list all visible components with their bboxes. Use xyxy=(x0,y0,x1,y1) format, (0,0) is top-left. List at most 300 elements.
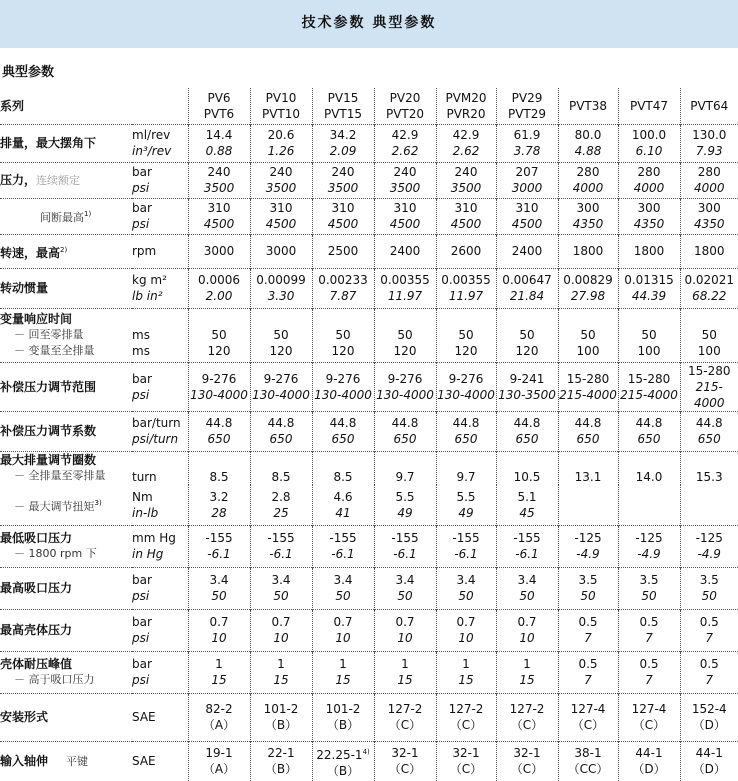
value-metric: -155 xyxy=(375,530,436,546)
value-imperial: 3500 xyxy=(375,180,436,196)
spacer xyxy=(313,311,374,327)
shaft-class: （C） xyxy=(437,761,496,777)
value-cell xyxy=(558,308,618,362)
value-zero: 50 xyxy=(251,327,312,343)
value-cell xyxy=(436,308,496,362)
value-cell xyxy=(188,693,250,741)
value-imperial: 15 xyxy=(375,672,436,688)
value-cell xyxy=(188,362,250,411)
value-imperial: 50 xyxy=(497,588,558,604)
value-imperial: 50 xyxy=(559,588,618,604)
value-metric: 0.00647 xyxy=(497,272,558,288)
value-cell xyxy=(312,451,374,485)
value-cell xyxy=(374,609,436,651)
value-metric: -155 xyxy=(437,530,496,546)
shaft-class: （B） xyxy=(251,761,312,777)
value-full: 120 xyxy=(251,343,312,359)
row-label xyxy=(0,693,132,741)
value-cell xyxy=(436,362,496,411)
value-imperial: 4000 xyxy=(681,180,738,196)
value-cell xyxy=(312,124,374,162)
unit-metric: rpm xyxy=(132,243,188,259)
label-text: 系列 xyxy=(0,99,24,113)
value-cell xyxy=(188,485,250,525)
value-cell xyxy=(188,525,250,567)
value-cell xyxy=(250,741,312,781)
value-metric: 1 xyxy=(313,656,374,672)
value-cell xyxy=(374,651,436,693)
value-metric: -125 xyxy=(559,530,618,546)
value-imperial: 50 xyxy=(189,588,250,604)
label-text: 最低吸口压力 xyxy=(0,530,132,546)
value-cell xyxy=(436,485,496,525)
unit-imperial: in-lb xyxy=(132,505,188,521)
unit-cell xyxy=(132,567,188,609)
shaft-code: 22-1 xyxy=(251,745,312,761)
shaft-code: 38-1 xyxy=(559,745,618,761)
value-imperial: 130-4000 xyxy=(189,387,250,403)
value-imperial: 27.98 xyxy=(559,288,618,304)
shaft-class: （B） xyxy=(313,763,374,779)
value: 10.5 xyxy=(497,469,558,485)
label-sub: － 高于吸口压力 xyxy=(0,672,132,688)
mount-class: （B） xyxy=(251,717,312,733)
value-imperial: 11.97 xyxy=(375,288,436,304)
value-imperial: 650 xyxy=(681,431,738,447)
value-cell xyxy=(188,451,250,485)
value-metric: 44.8 xyxy=(619,415,680,431)
value-imperial: 3500 xyxy=(251,180,312,196)
mount-code: 127-2 xyxy=(497,701,558,717)
value-cell xyxy=(558,651,618,693)
shaft-code: 32-1 xyxy=(375,745,436,761)
value-cell xyxy=(618,693,680,741)
value-imperial: 3.78 xyxy=(497,143,558,159)
unit-cell xyxy=(132,651,188,693)
value-metric: 0.7 xyxy=(251,614,312,630)
value-cell xyxy=(188,567,250,609)
value-imperial: 130-4000 xyxy=(313,387,374,403)
unit-cell xyxy=(132,741,188,781)
table-row xyxy=(0,162,738,198)
value-zero: 50 xyxy=(313,327,374,343)
value-cell xyxy=(496,567,558,609)
footnote-mark: 2) xyxy=(60,246,67,254)
value-metric: 9-276 xyxy=(375,371,436,387)
value-cell xyxy=(680,268,738,308)
unit-cell xyxy=(132,451,188,485)
row-label xyxy=(0,609,132,651)
value-metric: 0.01315 xyxy=(619,272,680,288)
value-cell xyxy=(558,124,618,162)
unit-cell xyxy=(132,693,188,741)
label-text: 安装形式 xyxy=(0,710,48,724)
row-label xyxy=(0,88,132,124)
value-metric: 1 xyxy=(497,656,558,672)
value-imperial: 45 xyxy=(497,505,558,521)
unit-cell xyxy=(132,234,188,268)
value-cell xyxy=(680,567,738,609)
unit-metric: bar xyxy=(132,371,188,387)
label-sub: 连续额定 xyxy=(36,174,80,187)
unit-metric: ms xyxy=(132,327,188,343)
value-metric: 280 xyxy=(681,164,738,180)
value-full: 100 xyxy=(681,343,738,359)
value: 2400 xyxy=(497,243,558,259)
value-cell xyxy=(618,268,680,308)
value-cell xyxy=(680,609,738,651)
value-imperial: 130-4000 xyxy=(375,387,436,403)
value-imperial: 10 xyxy=(437,630,496,646)
unit-metric: bar/turn xyxy=(132,415,188,431)
row-label xyxy=(0,124,132,162)
label-text: 壳体耐压峰值 xyxy=(0,656,132,672)
value-cell xyxy=(188,234,250,268)
value-metric: -125 xyxy=(681,530,738,546)
label-text: 排量，最大摆角下 xyxy=(0,136,96,150)
unit-metric: kg m² xyxy=(132,272,188,288)
model-name: PV10 xyxy=(251,90,312,106)
value-cell xyxy=(496,741,558,781)
unit-imperial: psi xyxy=(132,630,188,646)
value-imperial: 25 xyxy=(251,505,312,521)
value-metric: 300 xyxy=(619,200,680,216)
value-imperial: 215-4000 xyxy=(619,387,680,403)
unit-metric: Nm xyxy=(132,489,188,505)
value-cell xyxy=(188,741,250,781)
row-label xyxy=(0,741,132,781)
value-metric: 300 xyxy=(559,200,618,216)
value-imperial: 650 xyxy=(189,431,250,447)
unit-metric: bar xyxy=(132,572,188,588)
label-text: 变量响应时间 xyxy=(0,311,132,327)
value-cell xyxy=(374,411,436,451)
value-full: 120 xyxy=(375,343,436,359)
unit-imperial: lb in² xyxy=(132,288,188,304)
value-cell xyxy=(374,268,436,308)
value-metric: 1 xyxy=(251,656,312,672)
value-metric: 240 xyxy=(375,164,436,180)
model-name: PV29 xyxy=(497,90,558,106)
table-row xyxy=(0,234,738,268)
table-row xyxy=(0,362,738,411)
value-metric: 42.9 xyxy=(375,127,436,143)
value-cell xyxy=(436,609,496,651)
value-metric: 0.5 xyxy=(681,614,738,630)
value-cell xyxy=(618,411,680,451)
mount-code: 127-4 xyxy=(619,701,680,717)
mount-class: （C） xyxy=(375,717,436,733)
value-metric: -155 xyxy=(251,530,312,546)
label-sub: 平键 xyxy=(66,755,88,768)
value-imperial: 11.97 xyxy=(437,288,496,304)
value: 2600 xyxy=(437,243,496,259)
model-header xyxy=(436,88,496,124)
value-metric: 44.8 xyxy=(189,415,250,431)
value-imperial: 41 xyxy=(313,505,374,521)
value-imperial: 130-4000 xyxy=(437,387,496,403)
value-zero: 50 xyxy=(189,327,250,343)
value: 9.7 xyxy=(437,469,496,485)
value-metric: 42.9 xyxy=(437,127,496,143)
unit-cell xyxy=(132,525,188,567)
value-imperial: -6.1 xyxy=(313,546,374,562)
spacer xyxy=(189,311,250,327)
shaft-code: 44-1 xyxy=(619,745,680,761)
unit-metric: ml/rev xyxy=(132,127,188,143)
value: 1800 xyxy=(619,243,680,259)
value-cell xyxy=(250,268,312,308)
shaft-code: 19-1 xyxy=(189,745,250,761)
value-metric: 0.0006 xyxy=(189,272,250,288)
model-name-alt: PVR20 xyxy=(437,106,496,122)
model-name: PV6 xyxy=(189,90,250,106)
unit-metric: mm Hg xyxy=(132,530,188,546)
value-metric: 5.5 xyxy=(437,489,496,505)
value-metric: 310 xyxy=(375,200,436,216)
value-cell xyxy=(312,741,374,781)
value-cell xyxy=(436,198,496,234)
value: 3000 xyxy=(251,243,312,259)
value-cell xyxy=(188,124,250,162)
value: 14.0 xyxy=(619,469,680,485)
value-cell xyxy=(312,268,374,308)
value-cell xyxy=(374,162,436,198)
value-imperial: -4.9 xyxy=(559,546,618,562)
value: 15.3 xyxy=(681,469,738,485)
value-imperial: -6.1 xyxy=(251,546,312,562)
value-metric: 0.5 xyxy=(681,656,738,672)
value-cell xyxy=(558,485,618,525)
value-imperial: 28 xyxy=(189,505,250,521)
value: 8.5 xyxy=(313,469,374,485)
value-cell xyxy=(618,451,680,485)
shaft-code: 44-1 xyxy=(681,745,738,761)
unit-cell xyxy=(132,198,188,234)
model-name: PVT47 xyxy=(619,98,680,114)
value-cell xyxy=(188,308,250,362)
model-name: PV20 xyxy=(375,90,436,106)
model-name-alt: PVT15 xyxy=(313,106,374,122)
value-zero: 50 xyxy=(681,327,738,343)
value-imperial: -6.1 xyxy=(375,546,436,562)
value-cell xyxy=(374,234,436,268)
mount-code: 152-4 xyxy=(681,701,738,717)
value-cell xyxy=(436,567,496,609)
unit-imperial: psi xyxy=(132,216,188,232)
value-imperial: 7 xyxy=(681,672,738,688)
value-metric: 3.4 xyxy=(375,572,436,588)
label-text: 转动惯量 xyxy=(0,281,48,295)
value-metric: 240 xyxy=(189,164,250,180)
value-cell xyxy=(374,525,436,567)
value-cell xyxy=(250,308,312,362)
value-metric: 100.0 xyxy=(619,127,680,143)
mount-class: （C） xyxy=(559,717,618,733)
value-metric: 310 xyxy=(497,200,558,216)
row-label xyxy=(0,234,132,268)
label-text: 补偿压力调节范围 xyxy=(0,380,96,394)
value-imperial: 4500 xyxy=(497,216,558,232)
value-imperial: 650 xyxy=(497,431,558,447)
value-imperial: 2.62 xyxy=(437,143,496,159)
label-text: 最大排量调节圈数 xyxy=(0,452,132,468)
row-label xyxy=(0,451,132,485)
value-cell xyxy=(618,525,680,567)
value-cell xyxy=(436,451,496,485)
table-row xyxy=(0,451,738,485)
value-cell xyxy=(250,567,312,609)
value-imperial: 50 xyxy=(619,588,680,604)
value: 13.1 xyxy=(559,469,618,485)
mount-class: （B） xyxy=(313,717,374,733)
value-cell xyxy=(496,362,558,411)
value-imperial: 7 xyxy=(559,672,618,688)
value-full: 120 xyxy=(313,343,374,359)
label-sub: － 最大调节扭矩 xyxy=(0,500,95,513)
value-cell xyxy=(312,411,374,451)
value-metric: 0.5 xyxy=(559,656,618,672)
value-imperial: 10 xyxy=(189,630,250,646)
value-cell xyxy=(188,162,250,198)
value-metric: 4.6 xyxy=(313,489,374,505)
value-imperial: 15 xyxy=(437,672,496,688)
value-cell xyxy=(312,362,374,411)
mount-code: 127-2 xyxy=(437,701,496,717)
value-cell xyxy=(496,162,558,198)
value-metric: 240 xyxy=(313,164,374,180)
value-cell xyxy=(436,693,496,741)
value-imperial: 21.84 xyxy=(497,288,558,304)
value-imperial: -4.9 xyxy=(619,546,680,562)
value-metric: 44.8 xyxy=(313,415,374,431)
value-zero: 50 xyxy=(375,327,436,343)
value-metric: 44.8 xyxy=(497,415,558,431)
value-cell xyxy=(436,411,496,451)
value-cell xyxy=(250,234,312,268)
value-imperial: 50 xyxy=(375,588,436,604)
value-zero: 50 xyxy=(559,327,618,343)
value-cell xyxy=(618,308,680,362)
value-imperial: 650 xyxy=(437,431,496,447)
value-imperial: 10 xyxy=(313,630,374,646)
value-imperial: 4500 xyxy=(251,216,312,232)
value-cell xyxy=(250,693,312,741)
value-imperial: 3500 xyxy=(437,180,496,196)
value-imperial: 7 xyxy=(619,630,680,646)
unit-cell xyxy=(132,88,188,124)
row-label xyxy=(0,362,132,411)
value-metric: 310 xyxy=(313,200,374,216)
value-imperial: 10 xyxy=(497,630,558,646)
value-cell xyxy=(374,124,436,162)
mount-code: 101-2 xyxy=(251,701,312,717)
label-sub: 间断最高 xyxy=(0,211,84,224)
label-text: 输入轴伸 xyxy=(0,754,48,768)
unit-metric: turn xyxy=(132,469,188,485)
unit-cell xyxy=(132,362,188,411)
value-metric: 0.00355 xyxy=(437,272,496,288)
value: 1800 xyxy=(681,243,738,259)
value-imperial: 4500 xyxy=(313,216,374,232)
value-metric: 61.9 xyxy=(497,127,558,143)
value-imperial: 68.22 xyxy=(681,288,738,304)
value-cell xyxy=(312,162,374,198)
shaft-class: （D） xyxy=(681,761,738,777)
model-header xyxy=(250,88,312,124)
table-row xyxy=(0,609,738,651)
value-zero: 50 xyxy=(437,327,496,343)
spec-table xyxy=(0,88,738,781)
value-cell xyxy=(496,234,558,268)
value-imperial: 10 xyxy=(251,630,312,646)
value-cell xyxy=(496,451,558,485)
value-imperial: 3500 xyxy=(189,180,250,196)
value-cell xyxy=(680,485,738,525)
mount-code: 82-2 xyxy=(189,701,250,717)
value-metric: 34.2 xyxy=(313,127,374,143)
unit-imperial: in Hg xyxy=(132,546,188,562)
value-imperial: 15 xyxy=(189,672,250,688)
value-metric: -155 xyxy=(189,530,250,546)
value-imperial: 650 xyxy=(559,431,618,447)
shaft-class: （C） xyxy=(375,761,436,777)
value-metric: 44.8 xyxy=(437,415,496,431)
value-imperial: 4000 xyxy=(619,180,680,196)
model-name-alt: PVT20 xyxy=(375,106,436,122)
value-imperial: -6.1 xyxy=(497,546,558,562)
unit-metric xyxy=(132,311,188,327)
model-name-alt: PVT10 xyxy=(251,106,312,122)
value-imperial: 4350 xyxy=(681,216,738,232)
value-cell xyxy=(436,741,496,781)
value-cell xyxy=(250,451,312,485)
value-metric: 3.5 xyxy=(681,572,738,588)
unit-metric: ms xyxy=(132,343,188,359)
value-imperial: 2.62 xyxy=(375,143,436,159)
model-name-alt: PVT6 xyxy=(189,106,250,122)
table-row xyxy=(0,693,738,741)
value-cell xyxy=(680,162,738,198)
value-metric: 9-276 xyxy=(313,371,374,387)
value-imperial: 650 xyxy=(251,431,312,447)
value-metric: 44.8 xyxy=(375,415,436,431)
spacer xyxy=(681,311,738,327)
value-imperial: 7 xyxy=(619,672,680,688)
value-cell xyxy=(188,651,250,693)
value-metric: 15-280 xyxy=(681,363,738,379)
unit-metric: SAE xyxy=(132,709,188,725)
value-imperial: -6.1 xyxy=(189,546,250,562)
value-zero: 50 xyxy=(497,327,558,343)
page-header xyxy=(0,0,738,48)
value-cell xyxy=(250,485,312,525)
row-label xyxy=(0,162,132,198)
table-row xyxy=(0,198,738,234)
value-metric: 44.8 xyxy=(251,415,312,431)
value-imperial: 7.87 xyxy=(313,288,374,304)
value-cell xyxy=(374,741,436,781)
mount-class: （D） xyxy=(681,717,738,733)
value-cell xyxy=(250,124,312,162)
value-metric: 0.7 xyxy=(437,614,496,630)
label-text: 补偿压力调节系数 xyxy=(0,424,96,438)
label-sub: － 回至零排量 xyxy=(0,327,132,343)
value-cell xyxy=(558,411,618,451)
value-metric: 9-276 xyxy=(251,371,312,387)
value-cell xyxy=(680,308,738,362)
value-cell xyxy=(618,362,680,411)
